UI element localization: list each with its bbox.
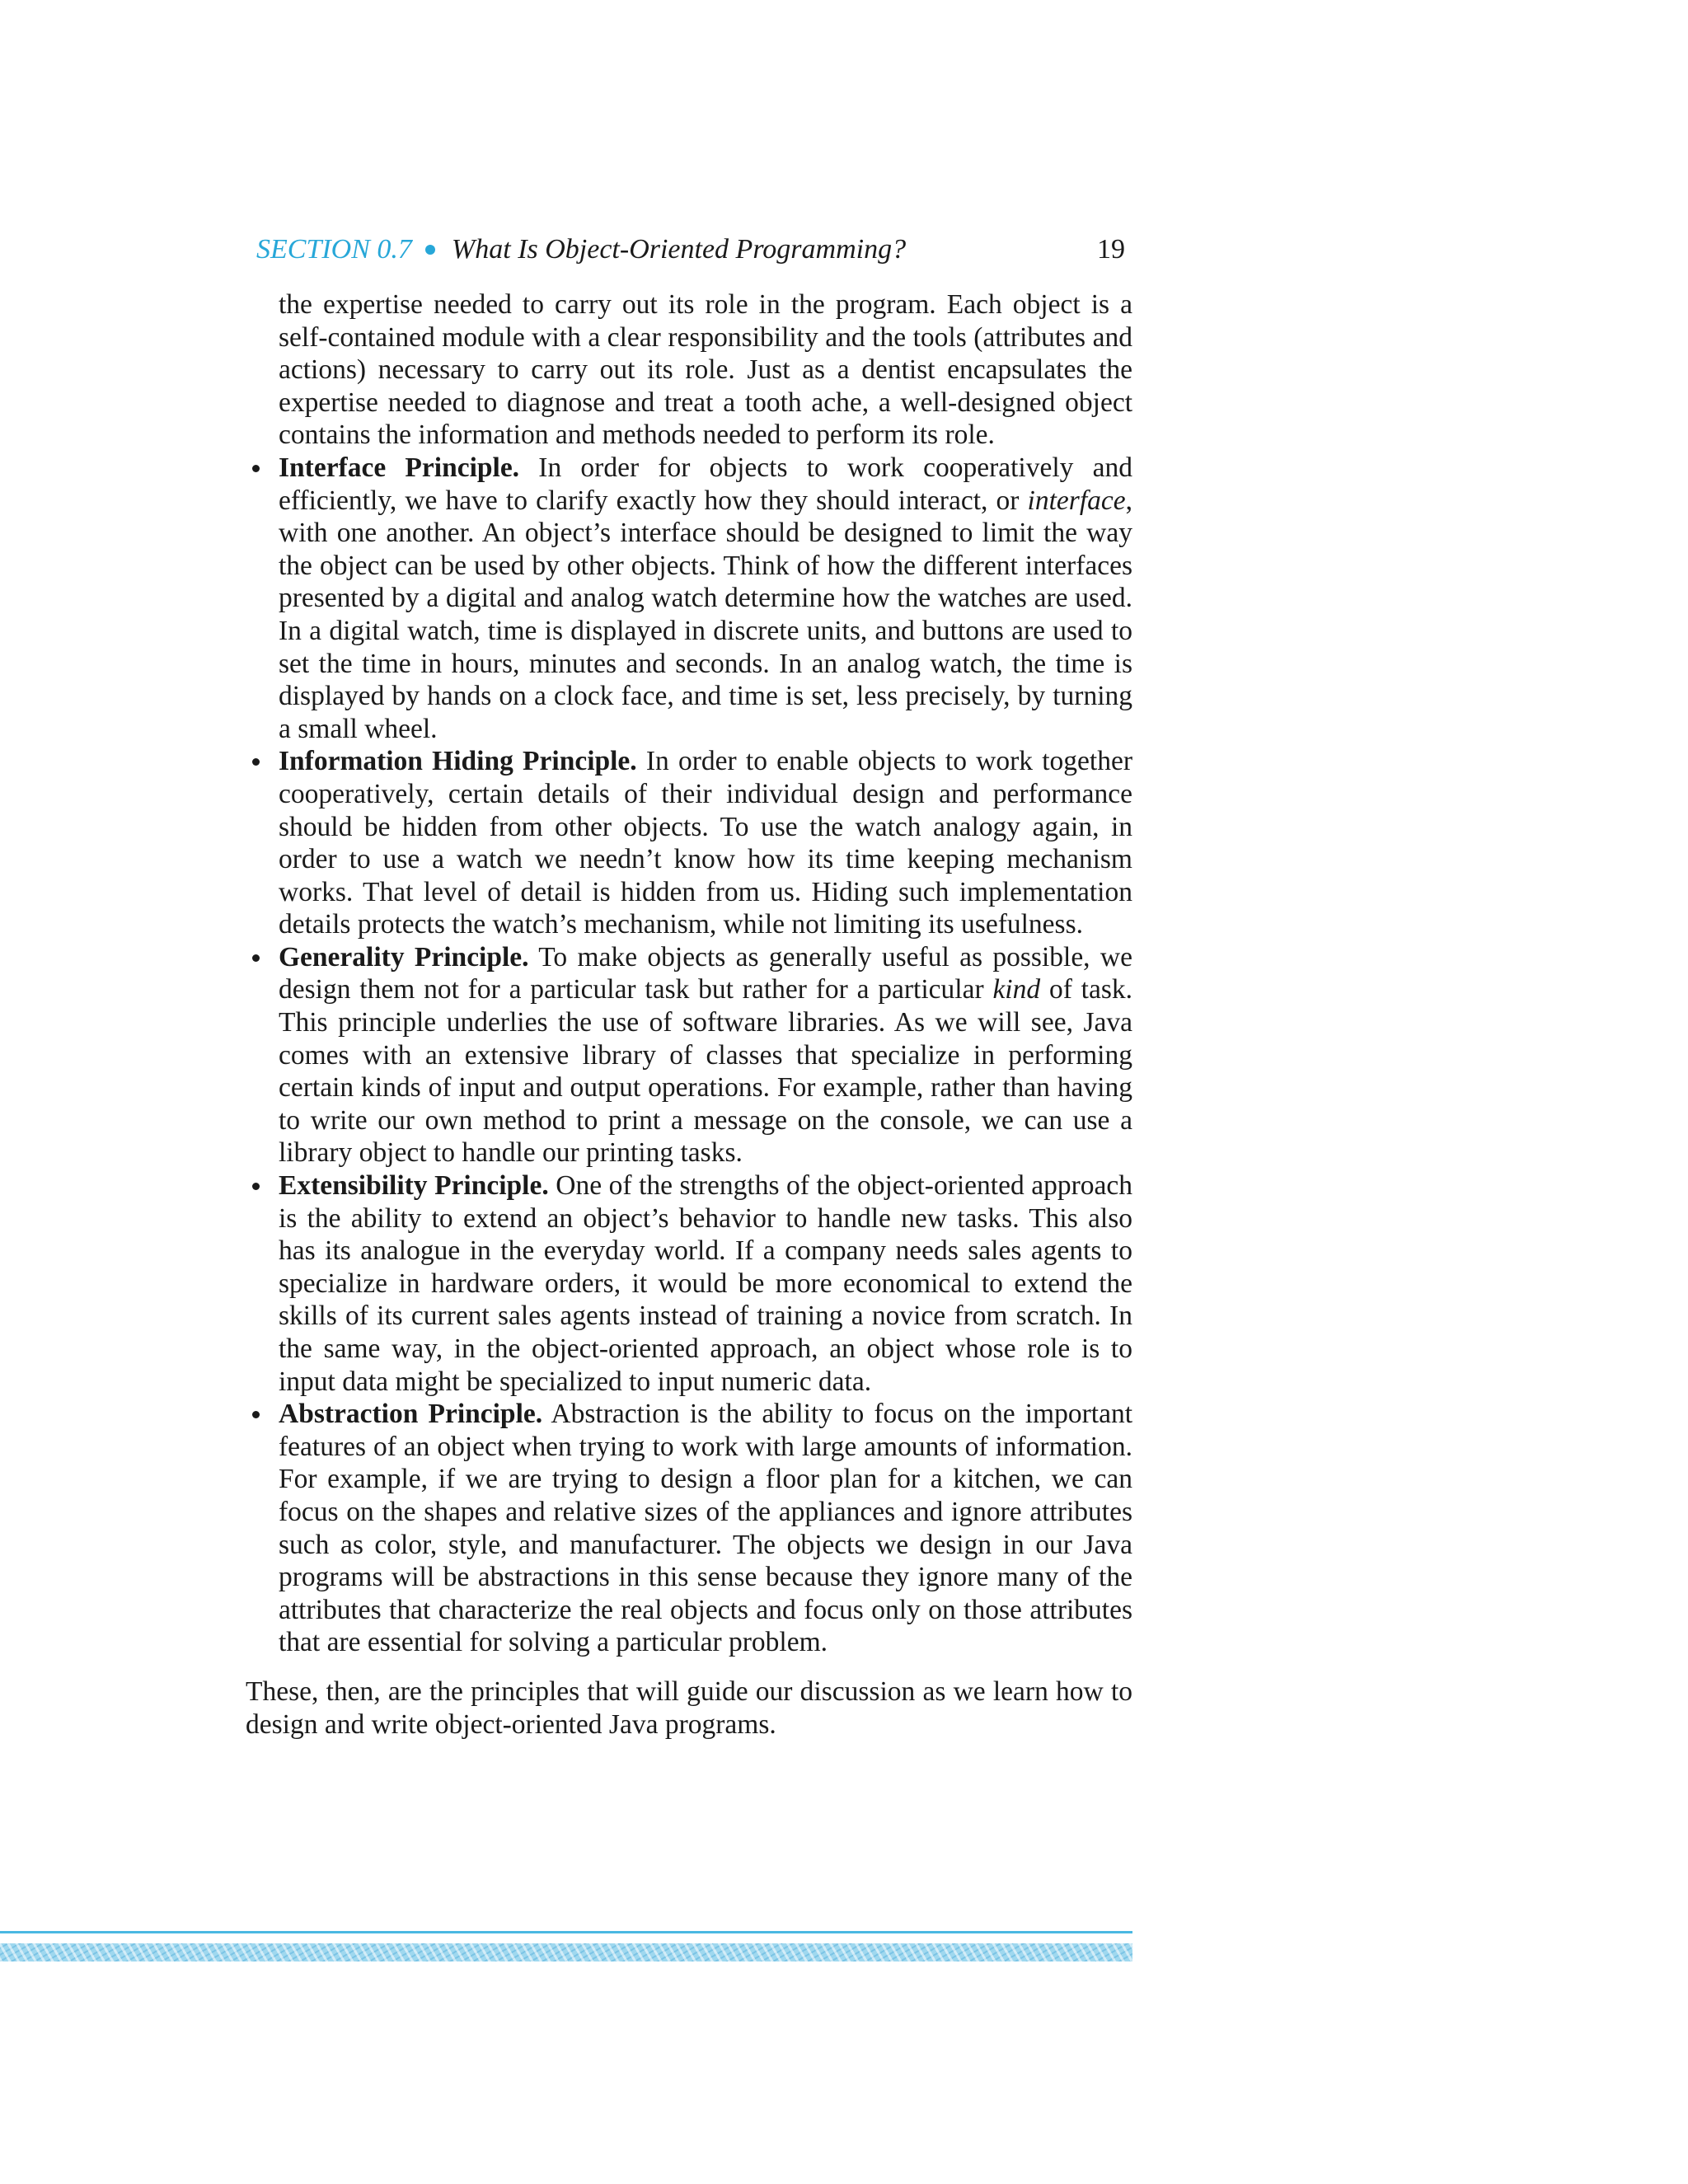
principle-term: Interface Principle. xyxy=(279,452,520,483)
principle-term: Generality Principle. xyxy=(279,941,529,972)
list-bullet-icon xyxy=(252,954,260,962)
bullet-dot-icon xyxy=(425,245,435,255)
principle-term: Abstraction Principle. xyxy=(279,1399,543,1430)
list-bullet-icon xyxy=(252,758,260,766)
principle-term: Information Hiding Principle. xyxy=(279,746,637,777)
principle-text-after: , with one another. An object’s interface should be designed to limit the way the object can be used by other objects. Think of how the different interfaces presented by a digital and analog watch determine how the watches are used. In a digital watch, time is displayed in discrete units, and buttons are used to set the time in hours, minutes and seconds. In an analog watch, the time is displayed by hands on a clock face, and time is set, less precisely, by turning a small wheel. xyxy=(279,485,1132,744)
principle-abstraction xyxy=(246,1398,1132,1659)
principle-text: In order for objects to work cooperatively and efficiently, we have to clarify exactly how they should interact, or xyxy=(279,452,1132,516)
principle-emphasis: kind xyxy=(992,974,1041,1005)
principle-term: Extensibility Principle. xyxy=(279,1170,549,1202)
principle-emphasis: interface xyxy=(1027,485,1126,516)
footer-decorative-band xyxy=(0,1943,1132,1961)
list-bullet-icon xyxy=(252,465,260,472)
footer-rule xyxy=(0,1931,1132,1933)
chapter-title: What Is Object-Oriented Programming? xyxy=(451,234,907,265)
intro-continuation: the expertise needed to carry out its role in the program. Each object is a self-contained module with a clear responsibility and the tools (attributes and actions) necessary to carry out its role. Just as a dentist encapsulates the expertise needed to diagnose and treat a tooth ache, a well-designed object contains the information and methods needed to perform its role. xyxy=(279,289,1132,451)
principle-interface xyxy=(246,452,1132,745)
principle-information-hiding xyxy=(246,745,1132,941)
principle-text-after: of task. This principle underlies the use of software libraries. As we will see, Java comes with an extensive library of classes that specialize in performing certain kinds of input and output operations. For example, rather than having to write our own method to print a message on the console, we can use a library object to handle our printing tasks. xyxy=(279,974,1132,1169)
principle-extensibility xyxy=(246,1169,1132,1398)
section-label: SECTION 0.7 xyxy=(256,234,412,265)
principle-text: One of the strengths of the object-oriented approach is the ability to extend an object’s behavior to handle new tasks. This also has its analogue in the everyday world. If a company needs sales agents to specialize in hardware orders, it would be more economical to extend the skills of its current sales agents instead of training a novice from scratch. In the same way, in the object-oriented approach, an object whose role is to input data might be specialized to input numeric data. xyxy=(279,1170,1133,1397)
list-bullet-icon xyxy=(252,1411,260,1418)
list-bullet-icon xyxy=(252,1183,260,1190)
page-number: 19 xyxy=(1097,234,1125,265)
principle-text: In order to enable objects to work together cooperatively, certain details of their individual design and performance should be hidden from other objects. To use the watch analogy again, in order to use a watch we needn’t know how its time keeping mechanism works. That level of detail is hidden from us. Hiding such implementation details protects the watch’s mechanism, while not limiting its usefulness. xyxy=(279,746,1132,940)
principle-text: Abstraction is the ability to focus on the important features of an object when trying to work with large amounts of information. For example, if we are trying to design a floor plan for a kitchen, we can focus on the shapes and relative sizes of the appliances and ignore attributes such as color, style, and manufacturer. The objects we design in our Java programs will be abstractions in this sense because they ignore many of the attributes that characterize the real objects and focus only on those attributes that are essential for solving a particular problem. xyxy=(279,1399,1132,1658)
principle-generality xyxy=(246,941,1132,1169)
running-head xyxy=(256,229,1125,270)
closing-paragraph: These, then, are the principles that will guide our discussion as we learn how to design and write object-oriented Java programs. xyxy=(246,1675,1132,1740)
principle-text: To make objects as generally useful as possible, we design them not for a particular task but rather for a particular xyxy=(279,941,1132,1005)
page-body xyxy=(246,288,1132,1741)
